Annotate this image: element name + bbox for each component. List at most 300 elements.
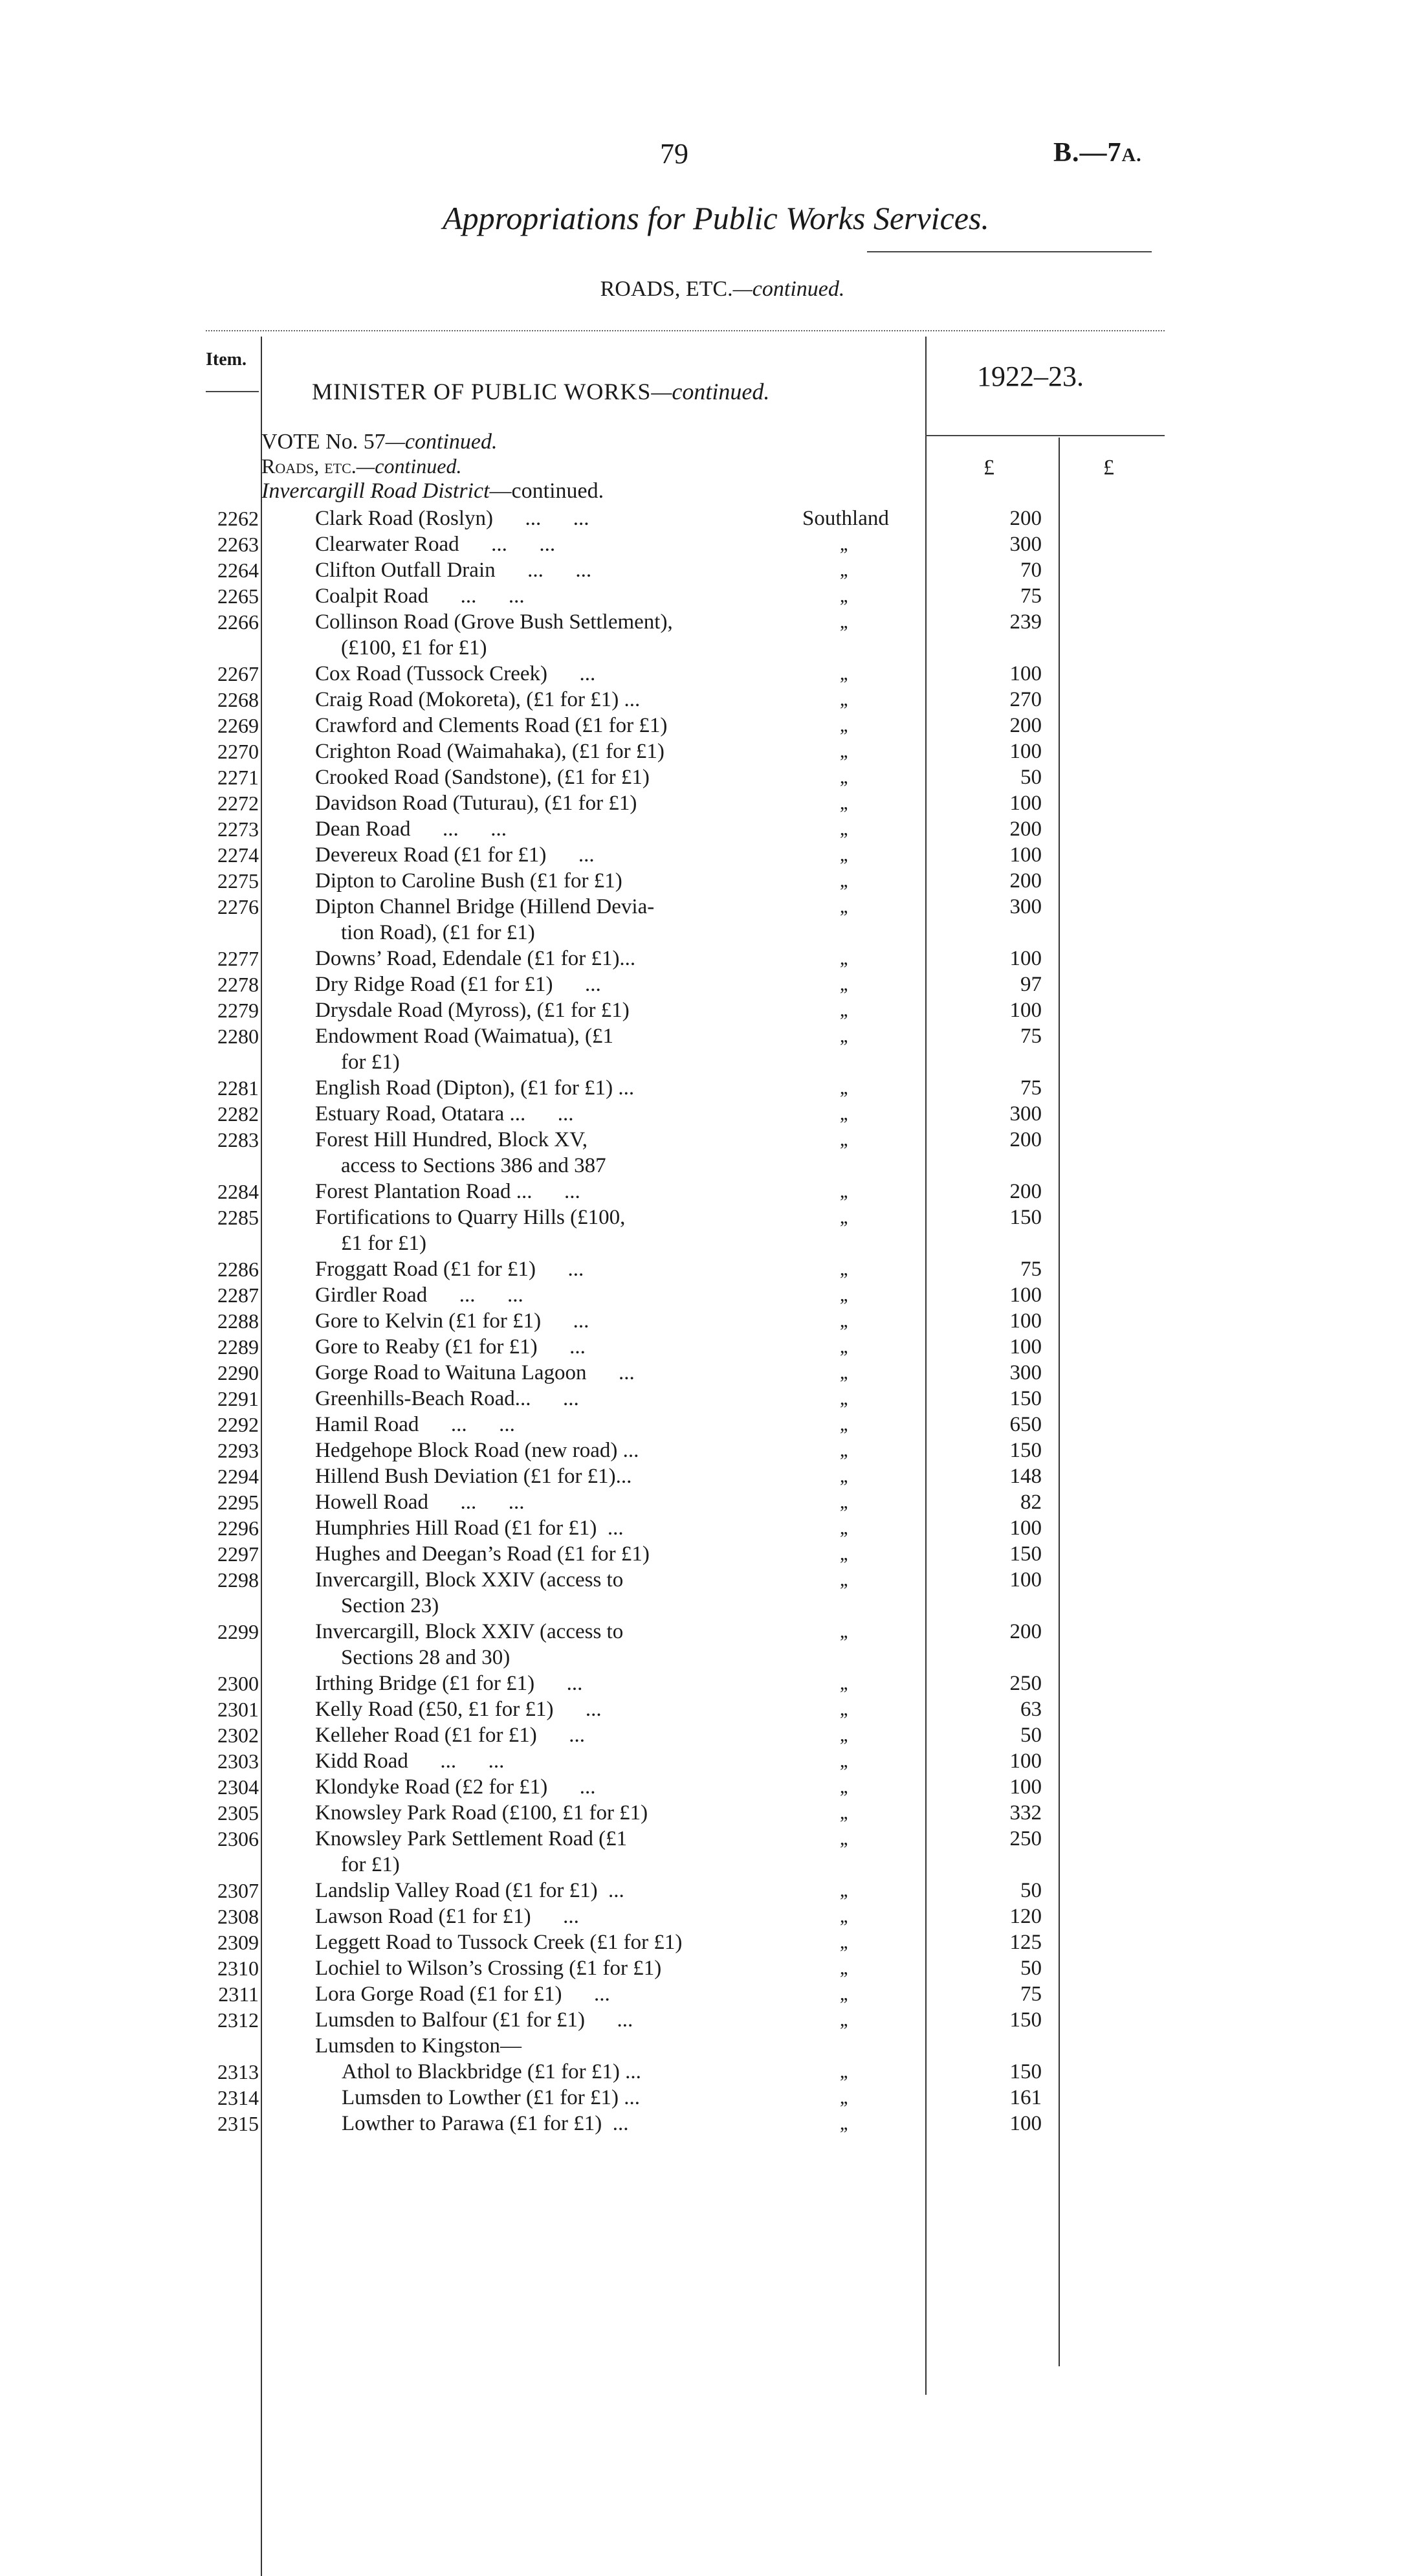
electoral-district: ,, [840,1284,847,1305]
amount: 148 [1009,1465,1042,1488]
table-row [0,2007,1406,2033]
item-number: 2287 [217,1283,259,1307]
table-row [0,1023,1406,1075]
item-description-continuation: for £1) [341,1050,400,1074]
item-description [315,1023,781,1075]
table-row [0,531,1406,557]
item-description-continuation: tion Road), (£1 for £1) [341,921,535,944]
table-row [0,1567,1406,1619]
item-description-line: Estuary Road, Otatara ... ... [315,1102,574,1126]
item-description [315,894,781,946]
item-description [315,1412,781,1438]
amount: 75 [1020,584,1042,608]
electoral-district: ,, [840,870,847,891]
item-description-line: Lumsden to Balfour (£1 for £1) ... [315,2008,633,2032]
table-row [0,2111,1406,2137]
amount: 82 [1020,1491,1042,1514]
item-number: 2290 [217,1361,259,1384]
item-number: 2283 [217,1128,259,1151]
item-number: 2302 [217,1724,259,1747]
item-number: 2309 [217,1931,259,1954]
amount: 300 [1009,895,1042,918]
amount: 200 [1009,507,1042,530]
electoral-district: ,, [840,1103,847,1124]
item-number: 2272 [217,792,259,815]
item-description-line: Lora Gorge Road (£1 for £1) ... [315,1982,610,2006]
item-description [315,1463,781,1489]
amount: 97 [1020,973,1042,996]
item-description-line: Cox Road (Tussock Creek) ... [315,662,596,685]
item-description-line: Knowsley Park Road (£100, £1 for £1) [315,1801,648,1825]
table-row [0,1800,1406,1826]
table-row [0,1696,1406,1722]
table-row [0,1179,1406,1205]
item-description-line: Downs’ Road, Edendale (£1 for £1)... [315,947,636,970]
item-number: 2274 [217,843,259,867]
table-row [0,1541,1406,1567]
item-description-line: Lumsden to Lowther (£1 for £1) ... [342,2086,640,2109]
item-description-line: Klondyke Road (£2 for £1) ... [315,1775,596,1799]
item-number: 2263 [217,533,259,556]
item-description [315,1127,781,1179]
item-number: 2312 [217,2008,259,2032]
amount: 161 [1009,2086,1042,2109]
item-description-line: Lochiel to Wilson’s Crossing (£1 for £1) [315,1957,662,1980]
item-description-continuation: Sections 28 and 30) [341,1646,511,1669]
table-row [0,557,1406,583]
item-number: 2286 [217,1258,259,1281]
item-description-line: Collinson Road (Grove Bush Settlement), [315,610,673,634]
item-number: 2285 [217,1206,259,1229]
table-row [0,1774,1406,1800]
item-description [342,2059,782,2085]
table-row [0,1438,1406,1463]
electoral-district: ,, [840,844,847,865]
item-number: 2303 [217,1749,259,1773]
item-description [315,687,781,713]
table-row [0,816,1406,842]
amount: 150 [1009,2060,1042,2083]
electoral-district: ,, [840,1957,847,1979]
item-description [315,1748,781,1774]
table-row [0,1826,1406,1878]
item-description-line: Kidd Road ... ... [315,1749,505,1773]
amount: 50 [1020,766,1042,789]
appropriation-table [0,505,1406,2137]
item-number: 2304 [217,1775,259,1799]
item-number: 2269 [217,714,259,737]
electoral-district: ,, [840,818,847,839]
electoral-district: ,, [840,1776,847,1797]
table-row [0,1722,1406,1748]
item-description-continuation: (£100, £1 for £1) [341,636,487,660]
item-head-rule [206,391,259,392]
page-title: Appropriations for Public Works Services. [443,200,989,236]
amount: 100 [1009,1568,1042,1592]
item-description-line: Humphries Hill Road (£1 for £1) ... [315,1516,624,1540]
electoral-district: ,, [840,533,847,555]
amount: 75 [1020,1025,1042,1048]
amount: 50 [1020,1879,1042,1902]
table-row [0,505,1406,531]
table-row [0,972,1406,997]
electoral-district: ,, [840,559,847,581]
item-description [315,1075,781,1101]
item-description [315,1696,781,1722]
item-description-line: Knowsley Park Settlement Road (£1 [315,1827,628,1850]
item-description-line: Dipton to Caroline Bush (£1 for £1) [315,869,622,893]
electoral-district: ,, [840,1414,847,1435]
table-row [0,946,1406,972]
item-number: 2291 [217,1387,259,1410]
table-row [0,583,1406,609]
item-description [315,1878,781,1904]
item-number: 2311 [218,1982,259,2006]
item-description-line: Kelleher Road (£1 for £1) ... [315,1724,585,1747]
electoral-district: ,, [840,2087,847,2108]
table-row [0,1515,1406,1541]
item-number: 2289 [217,1335,259,1359]
table-row [0,1256,1406,1282]
item-description [315,505,781,531]
table-row [0,1360,1406,1386]
title-rule [867,251,1152,252]
amount: 100 [1009,1283,1042,1307]
amount: 200 [1009,1620,1042,1643]
electoral-district: ,, [840,1181,847,1202]
item-number: 2262 [217,507,259,530]
table-row [0,738,1406,764]
item-number: 2298 [217,1568,259,1592]
item-number: 2267 [217,662,259,685]
item-description-line: Crooked Road (Sandstone), (£1 for £1) [315,766,650,789]
item-number: 2294 [217,1465,259,1488]
electoral-district: ,, [840,611,847,632]
item-description-line: Gore to Reaby (£1 for £1) ... [315,1335,586,1359]
item-number: 2273 [217,817,259,841]
item-description [315,1800,781,1826]
item-description-line: Hamil Road ... ... [315,1413,515,1436]
amount: 250 [1009,1827,1042,1850]
item-description-line: Kelly Road (£50, £1 for £1) ... [315,1698,602,1721]
item-description [315,816,781,842]
electoral-district: ,, [840,1206,847,1228]
roads-heading-cont: —continued. [356,454,462,478]
item-number: 2307 [217,1879,259,1902]
table-row [0,1334,1406,1360]
electoral-district: ,, [840,1310,847,1331]
item-number: 2281 [217,1076,259,1100]
electoral-district: ,, [840,1905,847,1927]
electoral-district: ,, [840,1388,847,1409]
item-number: 2278 [217,973,259,996]
item-description [315,1955,781,1981]
electoral-district: ,, [840,792,847,814]
item-description-line: Clark Road (Roslyn) ... ... [315,507,589,530]
amount: 100 [1009,843,1042,867]
minister-heading-text: MINISTER OF PUBLIC WORKS [312,379,652,405]
amount: 200 [1009,1128,1042,1151]
item-description [342,2085,782,2111]
electoral-district: ,, [840,766,847,788]
table-row [0,1386,1406,1412]
item-description [315,1671,781,1696]
table-row [0,1671,1406,1696]
item-description-line: Hughes and Deegan’s Road (£1 for £1) [315,1542,650,1566]
amount: 63 [1020,1698,1042,1721]
item-description [315,738,781,764]
item-description-line: Fortifications to Quarry Hills (£100, [315,1206,626,1229]
minister-heading [312,378,769,405]
item-description [315,1438,781,1463]
amount: 150 [1009,1387,1042,1410]
item-description [315,1774,781,1800]
item-number: 2282 [217,1102,259,1126]
year-head-rule [925,435,1165,436]
table-row [0,1205,1406,1256]
electoral-district: ,, [840,1362,847,1383]
electoral-district: ,, [840,1931,847,1953]
table-row [0,790,1406,816]
table-row [0,1463,1406,1489]
electoral-district: ,, [840,2113,847,2134]
item-number: 2275 [217,869,259,893]
amount: 300 [1009,1361,1042,1384]
table-row [0,1878,1406,1904]
item-description [315,1904,781,1929]
item-description [315,609,781,661]
table-row [0,609,1406,661]
item-number: 2299 [217,1620,259,1643]
table-row [0,1412,1406,1438]
vote-heading [261,430,498,454]
electoral-district: ,, [840,2009,847,2030]
table-row [0,1075,1406,1101]
amount: 75 [1020,1982,1042,2006]
district-heading [261,479,604,504]
electoral-district: ,, [840,1880,847,1901]
table-row [0,1748,1406,1774]
item-description-line: Landslip Valley Road (£1 for £1) ... [315,1879,624,1902]
electoral-district: ,, [840,1750,847,1771]
amount: 50 [1020,1957,1042,1980]
table-row [0,1929,1406,1955]
district-heading-cont: —continued. [489,479,604,503]
amount: 150 [1009,1206,1042,1229]
table-row [0,1619,1406,1671]
amount: 100 [1009,1749,1042,1773]
amount: 150 [1009,1542,1042,1566]
currency-symbol-2: £ [1103,456,1114,480]
amount: 75 [1020,1258,1042,1281]
item-description [315,1722,781,1748]
item-description-line: Hillend Bush Deviation (£1 for £1)... [315,1465,632,1488]
table-row [0,1308,1406,1334]
amount: 200 [1009,817,1042,841]
item-description [315,1101,781,1127]
table-row [0,764,1406,790]
item-description-line: Dean Road ... ... [315,817,507,841]
electoral-district: ,, [840,999,847,1021]
item-description [315,1179,781,1205]
item-description-line: Endowment Road (Waimatua), (£1 [315,1025,614,1048]
item-number: 2310 [217,1957,259,1980]
item-description [315,531,781,557]
year-heading: 1922–23. [977,361,1084,392]
page-number: 79 [660,138,688,170]
table-row [0,687,1406,713]
item-description-line: Invercargill, Block XXIV (access to [315,1568,624,1592]
item-description-line: Crawford and Clements Road (£1 for £1) [315,714,668,737]
table-row [0,868,1406,894]
electoral-district: ,, [840,663,847,684]
amount: 100 [1009,1309,1042,1333]
item-description-line: Clifton Outfall Drain ... ... [315,559,592,582]
amount: 650 [1009,1413,1042,1436]
amount: 100 [1009,2112,1042,2135]
item-number: 2265 [217,584,259,608]
item-description [315,842,781,868]
item-number: 2293 [217,1439,259,1462]
electoral-district: ,, [840,2061,847,2082]
electoral-district: ,, [840,896,847,917]
section-title-text: ROADS, ETC. [600,277,733,301]
item-description-line: Leggett Road to Tussock Creek (£1 for £1) [315,1931,683,1954]
item-number: 2271 [217,766,259,789]
item-description-line: Gore to Kelvin (£1 for £1) ... [315,1309,589,1333]
item-number: 2296 [217,1516,259,1540]
item-description-line: Crighton Road (Waimahaka), (£1 for £1) [315,740,665,763]
item-number: 2305 [217,1801,259,1825]
electoral-district: ,, [840,1439,847,1461]
table-top-rule [206,330,1165,331]
roads-heading-text: Roads, etc. [261,454,357,478]
electoral-district: ,, [840,1672,847,1694]
amount: 200 [1009,1180,1042,1203]
item-description [315,1360,781,1386]
item-description-line: Devereux Road (£1 for £1) ... [315,843,595,867]
item-description [315,661,781,687]
electoral-district: ,, [840,1258,847,1280]
item-number: 2301 [217,1698,259,1721]
amount: 100 [1009,662,1042,685]
item-description-line: Gorge Road to Waituna Lagoon ... [315,1361,635,1384]
vote-heading-cont: —continued. [385,430,498,454]
amount: 100 [1009,740,1042,763]
table-row [0,1101,1406,1127]
item-column-heading: Item. [206,350,247,370]
item-description [315,1205,781,1256]
item-number: 2306 [217,1827,259,1850]
amount: 125 [1009,1931,1042,1954]
amount: 150 [1009,1439,1042,1462]
electoral-district: ,, [840,1077,847,1098]
item-description [315,1308,781,1334]
amount: 75 [1020,1076,1042,1100]
item-description-line: English Road (Dipton), (£1 for £1) ... [315,1076,635,1100]
electoral-district: ,, [840,689,847,710]
item-description [315,2007,781,2033]
table-row [0,997,1406,1023]
table-row [0,2033,1406,2059]
paper-reference-main: B.—7 [1053,138,1122,168]
item-description [315,1282,781,1308]
item-description-line: Lumsden to Kingston— [315,2034,522,2058]
amount: 200 [1009,869,1042,893]
item-description-line: Greenhills-Beach Road... ... [315,1387,579,1410]
item-description [315,1981,781,2007]
electoral-district: ,, [840,1465,847,1487]
electoral-district: ,, [840,1025,847,1047]
amount: 300 [1009,1102,1042,1126]
table-row [0,894,1406,946]
amount: 239 [1009,610,1042,634]
item-number: 2279 [217,999,259,1022]
item-description-line: Forest Hill Hundred, Block XV, [315,1128,588,1151]
electoral-district: ,, [840,1724,847,1746]
item-description-line: Dry Ridge Road (£1 for £1) ... [315,973,601,996]
item-description-line: Clearwater Road ... ... [315,533,556,556]
item-number: 2266 [217,610,259,634]
district-heading-text: Invercargill Road District [261,479,490,503]
electoral-district: ,, [840,740,847,762]
item-description [315,583,781,609]
amount: 270 [1009,688,1042,711]
item-number: 2284 [217,1180,259,1203]
item-description-line: Athol to Blackbridge (£1 for £1) ... [342,2060,641,2083]
item-number: 2288 [217,1309,259,1333]
table-row [0,1489,1406,1515]
item-description [342,2111,782,2137]
item-number: 2270 [217,740,259,763]
item-number: 2297 [217,1542,259,1566]
item-number: 2314 [217,2086,259,2109]
item-description-line: Forest Plantation Road ... ... [315,1180,580,1203]
item-description [315,713,781,738]
amount: 100 [1009,792,1042,815]
item-number: 2295 [217,1491,259,1514]
electoral-district: ,, [840,1828,847,1849]
vote-heading-text: VOTE No. 57 [261,430,386,454]
electoral-district: ,, [840,973,847,995]
amount: 100 [1009,1335,1042,1359]
item-description-continuation: Section 23) [341,1594,439,1617]
amount: 70 [1020,559,1042,582]
amount: 120 [1009,1905,1042,1928]
item-description-line: Invercargill, Block XXIV (access to [315,1620,624,1643]
item-description [315,1386,781,1412]
electoral-district: ,, [840,585,847,606]
item-description-line: Girdler Road ... ... [315,1283,523,1307]
item-description [315,1567,781,1619]
section-title [0,277,1406,302]
item-number: 2277 [217,947,259,970]
electoral-district: ,, [840,1129,847,1150]
electoral-district: ,, [840,1569,847,1590]
item-description-line: Lowther to Parawa (£1 for £1) ... [342,2112,629,2135]
item-description [315,764,781,790]
item-description-line: Coalpit Road ... ... [315,584,525,608]
item-description [315,1826,781,1878]
item-description-continuation: for £1) [341,1853,400,1876]
table-row [0,1282,1406,1308]
electoral-district: ,, [840,1336,847,1357]
item-description [315,557,781,583]
currency-symbol-1: £ [983,456,994,480]
item-number: 2292 [217,1413,259,1436]
table-row [0,1904,1406,1929]
item-description [315,1541,781,1567]
